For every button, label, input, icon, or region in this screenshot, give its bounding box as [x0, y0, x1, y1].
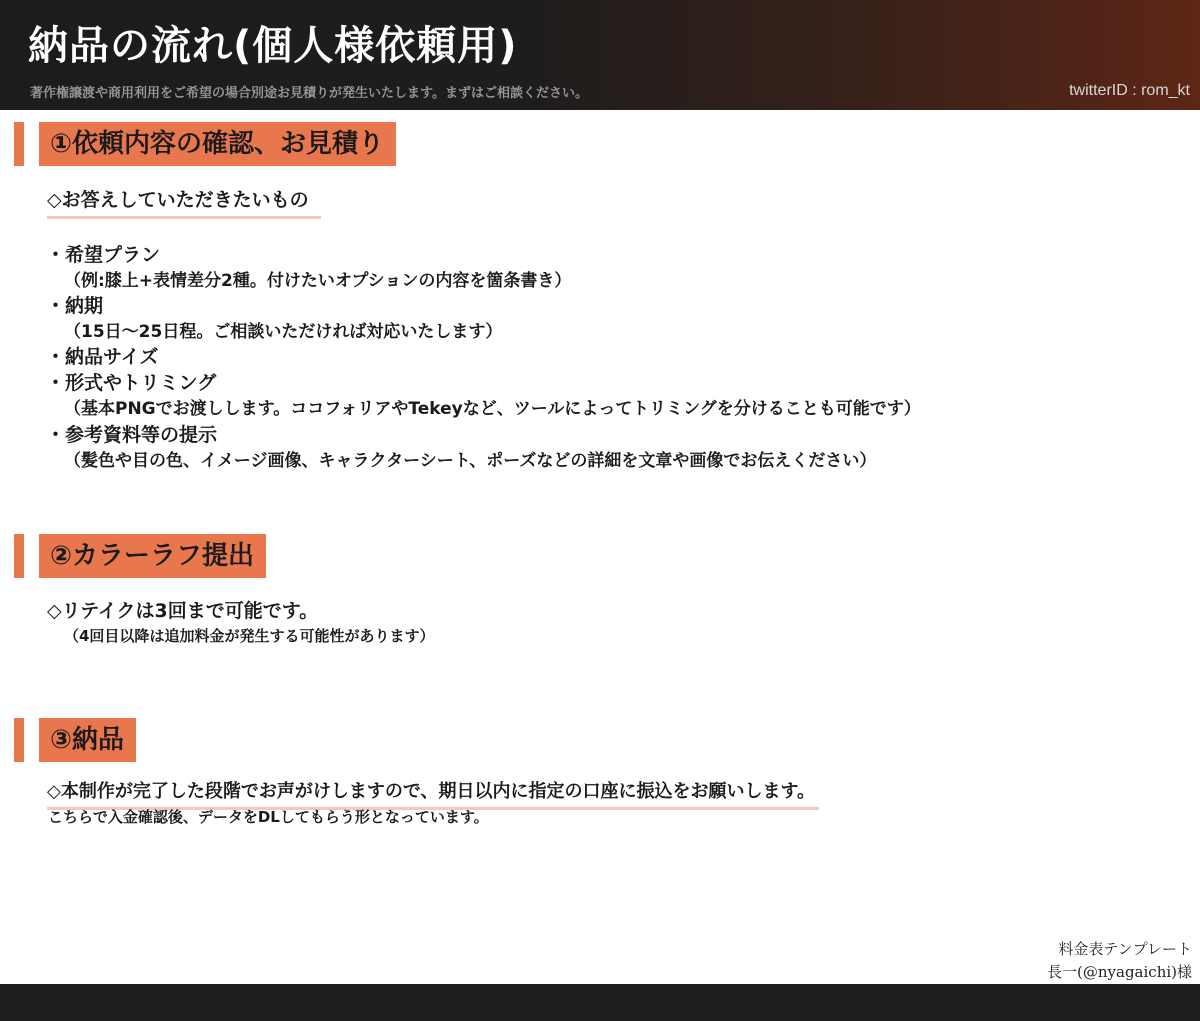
section3-line2: こちらで入金確認後、データをDLしてもらう形となっています。: [48, 808, 489, 826]
list-item-deadline: ・納期: [46, 295, 104, 317]
section-title: ②カラーラフ提出: [39, 534, 266, 578]
template-credit: [1047, 938, 1192, 984]
page-subtitle: 著作権譲渡や商用利用をご希望の場合別途お見積りが発生いたします。まずはご相談ください。: [30, 86, 588, 101]
list-item-plan-note: （例:膝上+表情差分2種。付けたいオプションの内容を箇条書き）: [64, 271, 572, 291]
list-item-format-note: （基本PNGでお渡しします。ココフォリアやTekeyなど、ツールによってトリミングを分けることも可能です）: [64, 399, 921, 419]
section-title: ③納品: [39, 718, 136, 762]
page-footer: [0, 984, 1200, 1021]
credit-line-1: 料金表テンプレート: [1058, 940, 1192, 958]
section2-line1: ◇リテイクは3回まで可能です。: [47, 600, 319, 622]
twitter-id: twitterID : rom_kt: [1069, 82, 1190, 99]
page-title: 納品の流れ(個人様依頼用): [28, 23, 518, 69]
section-accent-bar: [14, 534, 24, 578]
section3-line1: ◇本制作が完了した段階でお声がけしますので、期日以内に指定の口座に振込をお願いします。: [47, 777, 819, 810]
list-item-plan: ・希望プラン: [46, 244, 161, 266]
section2-line2: （4回目以降は追加料金が発生する可能性があります）: [64, 627, 435, 645]
section-title: ①依頼内容の確認、お見積り: [39, 122, 396, 166]
list-item-reference: ・参考資料等の提示: [46, 424, 218, 446]
list-item-size: ・納品サイズ: [46, 346, 159, 368]
list-item-reference-note: （髪色や目の色、イメージ画像、キャラクターシート、ポーズなどの詳細を文章や画像でお伝えください）: [64, 451, 877, 471]
section1-intro: ◇お答えしていただきたいもの: [47, 185, 321, 219]
section-accent-bar: [14, 718, 24, 762]
list-item-deadline-note: （15日～25日程。ご相談いただければ対応いたします）: [64, 322, 503, 342]
page-header: [0, 0, 1200, 110]
credit-line-2: 長一(@nyagaichi)様: [1047, 963, 1192, 981]
list-item-format: ・形式やトリミング: [46, 372, 217, 394]
section-accent-bar: [14, 122, 24, 166]
